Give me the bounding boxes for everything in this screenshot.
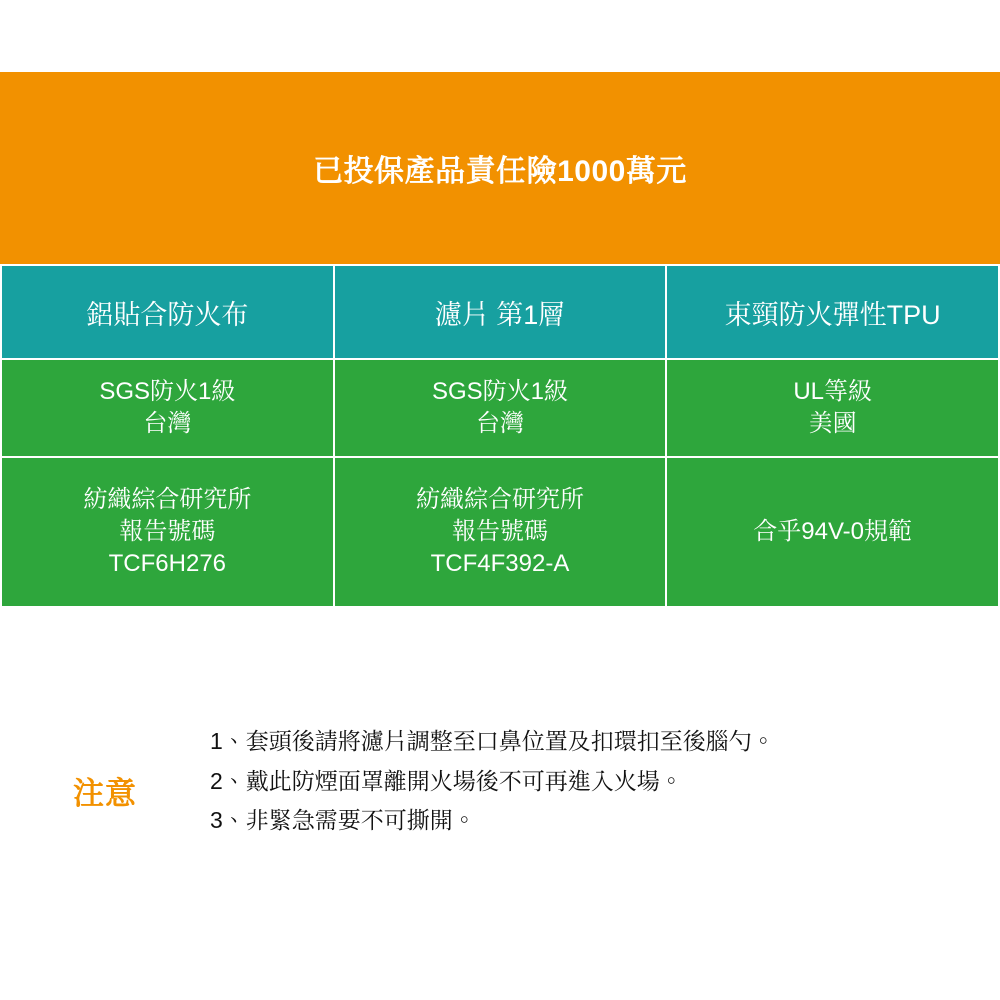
table-cell-report-material — [1, 457, 334, 607]
cell-line: 紡織綜合研究所 — [83, 485, 252, 513]
table-header-cell-material: 鋁貼合防火布 — [1, 265, 334, 359]
table-cell-grade-material — [1, 359, 334, 457]
list-item: 2、戴此防煙面罩離開火場後不可再進入火場。 — [210, 767, 683, 794]
cell-line: 紡織綜合研究所 — [415, 485, 584, 513]
cell-line: SGS防火1級 — [99, 377, 236, 405]
table-cell-report-neck — [666, 457, 999, 607]
table-header-cell-filter: 濾片 第1層 — [334, 265, 667, 359]
cell-line: TCF4F392-A — [430, 550, 570, 578]
cell-line: 報告號碼 — [119, 517, 216, 545]
notes-list — [210, 722, 1000, 841]
table-header-row — [1, 265, 999, 359]
cell-line: 合乎94V-0規範 — [753, 517, 913, 545]
list-item: 1、套頭後請將濾片調整至口鼻位置及扣環扣至後腦勺。 — [210, 728, 775, 754]
insurance-banner-text: 已投保產品責任險1000萬元 — [313, 155, 687, 188]
table-cell-report-filter — [334, 457, 667, 607]
cell-line: SGS防火1級 — [431, 377, 568, 405]
cell-line: 台灣 — [475, 410, 524, 437]
table-cell-grade-filter — [334, 359, 667, 457]
cell-line: 美國 — [808, 410, 857, 437]
insurance-banner — [0, 72, 1000, 264]
notes-section — [0, 722, 1000, 841]
cell-line: UL等級 — [793, 377, 872, 405]
table-cell-grade-neck — [666, 359, 999, 457]
table-row — [1, 457, 999, 607]
table-header-cell-neck: 束頸防火彈性TPU — [666, 265, 999, 359]
cell-line: 報告號碼 — [451, 517, 548, 545]
table-row — [1, 359, 999, 457]
list-item: 3、非緊急需要不可撕開。 — [210, 807, 476, 834]
certification-table — [0, 264, 1000, 608]
cell-line: TCF6H276 — [108, 550, 227, 578]
cell-line: 台灣 — [143, 410, 192, 437]
notes-label: 注意 — [73, 776, 137, 811]
